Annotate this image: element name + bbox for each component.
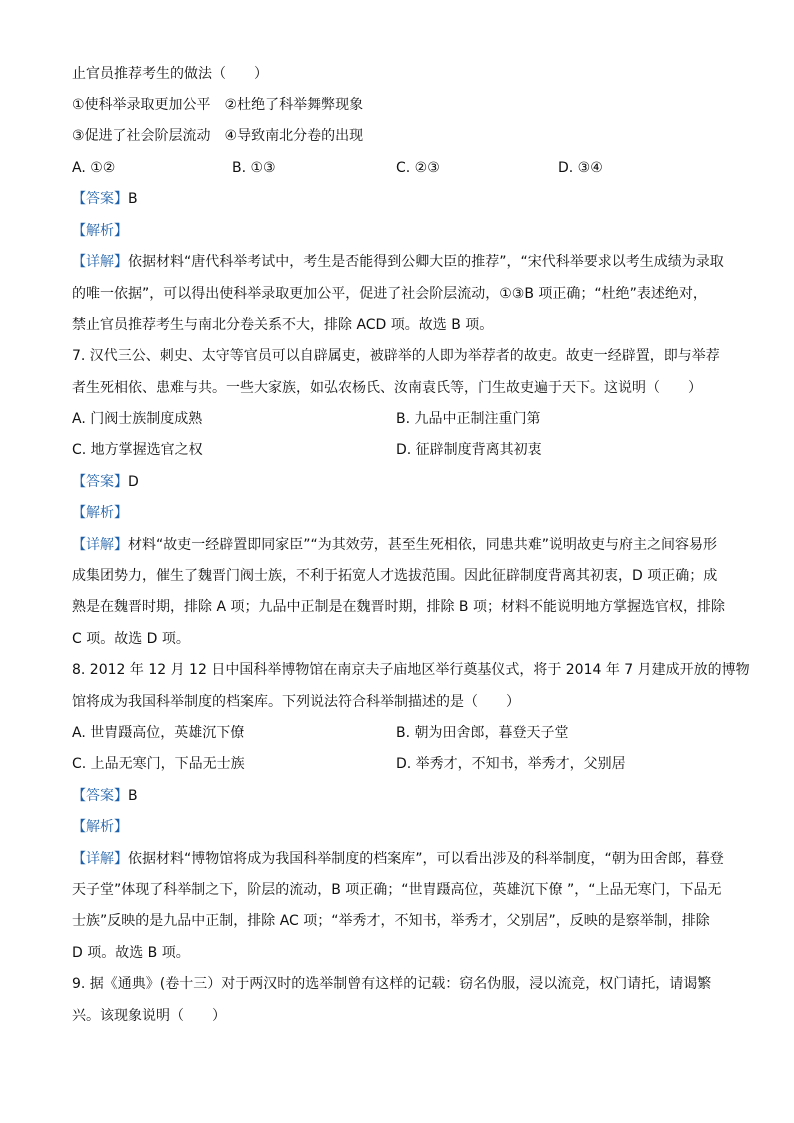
detail-tag: 【详解】	[72, 537, 128, 553]
q6-choice-c: C. ②③	[396, 160, 440, 176]
detail-text: 依据材料“唐代科举考试中，考生是否能得到公卿大臣的推荐”，“宋代科举要求以考生成绩为录取	[128, 254, 724, 270]
answer-tag: 【答案】	[72, 474, 128, 490]
q7-choice-b: B. 九品中正制注重门第	[396, 411, 541, 427]
q6-choice-b: B. ①③	[232, 160, 276, 176]
q8-choice-c: C. 上品无寒门，下品无士族	[72, 756, 245, 772]
q7-detail-line-4: C 项。故选 D 项。	[72, 631, 190, 647]
q6-options-row2: ③促进了社会阶层流动 ④导致南北分卷的出现	[72, 128, 364, 144]
q8-detail-line-4: D 项。故选 B 项。	[72, 945, 190, 961]
q7-choices-row2	[72, 440, 732, 460]
q8-choices-row2	[72, 754, 732, 774]
answer-tag: 【答案】	[72, 191, 128, 207]
q8-choice-d: D. 举秀才，不知书，举秀才，父别居	[396, 756, 626, 772]
q6-analysis-tag: 【解析】	[72, 223, 128, 239]
answer-value: B	[128, 191, 138, 207]
q7-analysis-tag: 【解析】	[72, 505, 128, 521]
detail-text: 材料“故吏一经辟置即同家臣”“为其效劳，甚至生死相依，同患共难”说明故吏与府主之间容易形	[128, 537, 718, 553]
q7-stem-line-2: 者生死相依、患难与共。一些大家族，如弘农杨氏、汝南袁氏等，门生故吏遍于天下。这说明（ ）	[72, 380, 702, 396]
q6-detail-line-3: 禁止官员推荐考生与南北分卷关系不大，排除 ACD 项。故选 B 项。	[72, 317, 494, 333]
detail-text: 依据材料“博物馆将成为我国科举制度的档案库”，可以看出涉及的科举制度，“朝为田舍郎，暮登	[128, 851, 724, 867]
answer-value: D	[128, 474, 139, 490]
q8-stem-line-2: 馆将成为我国科举制度的档案库。下列说法符合科举制描述的是（ ）	[72, 694, 520, 710]
q7-detail-line-2: 成集团势力，催生了魏晋门阀士族，不利于拓宽人才选拔范围。因此征辟制度背离其初衷，D 项正确；成	[72, 568, 718, 584]
q8-analysis-tag: 【解析】	[72, 819, 128, 835]
q6-choice-d: D. ③④	[558, 160, 603, 176]
q6-answer	[72, 189, 138, 209]
q7-choice-c: C. 地方掌握选官之权	[72, 442, 203, 458]
q6-stem-end: 止官员推荐考生的做法（ ）	[72, 66, 268, 82]
q9-stem-line-1: 9. 据《通典》(卷十三）对于两汉时的选举制曾有这样的记载：窃名伪服，浸以流竞，权门请托，请谒繁	[72, 976, 712, 992]
q8-detail-line-2: 天子堂”体现了科举制之下，阶层的流动，B 项正确；“世胄蹑高位，英雄沉下僚 ”，“上品无寒门，下品无	[72, 882, 722, 898]
q7-choice-a: A. 门阀士族制度成熟	[72, 411, 203, 427]
q7-choice-d: D. 征辟制度背离其初衷	[396, 442, 542, 458]
q7-detail-line-1	[72, 535, 717, 555]
q6-detail-line-1	[72, 252, 724, 272]
detail-tag: 【详解】	[72, 851, 128, 867]
q7-stem-line-1: 7. 汉代三公、刺史、太守等官员可以自辟属吏，被辟举的人即为举荐者的故吏。故吏一经辟置，即与举荐	[72, 348, 720, 364]
q7-detail-line-3: 熟是在魏晋时期，排除 A 项；九品中正制是在魏晋时期，排除 B 项；材料不能说明地方掌握选官权，排除	[72, 599, 725, 615]
q9-stem-line-2: 兴。该现象说明（ ）	[72, 1008, 226, 1024]
q8-detail-line-3: 士族”反映的是九品中正制，排除 AC 项；“举秀才，不知书，举秀才，父别居”，反映的是察举制，排除	[72, 913, 710, 929]
q7-choices-row1	[72, 409, 732, 429]
q6-choices	[72, 158, 732, 178]
detail-tag: 【详解】	[72, 254, 128, 270]
q6-options-row1: ①使科举录取更加公平 ②杜绝了科举舞弊现象	[72, 97, 364, 113]
q8-answer	[72, 786, 138, 806]
q8-choice-b: B. 朝为田舍郎，暮登天子堂	[396, 725, 569, 741]
q6-choice-a: A. ①②	[72, 160, 116, 176]
q8-stem-line-1: 8. 2012 年 12 月 12 日中国科举博物馆在南京夫子庙地区举行奠基仪式，将于 2014 年 7 月建成开放的博物	[72, 662, 750, 678]
q7-answer	[72, 472, 139, 492]
q8-choices-row1	[72, 723, 732, 743]
q8-choice-a: A. 世胄蹑高位，英雄沉下僚	[72, 725, 245, 741]
answer-value: B	[128, 788, 138, 804]
q6-detail-line-2: 的唯一依据”，可以得出使科举录取更加公平，促进了社会阶层流动，①③B 项正确；“杜绝”表述绝对，	[72, 286, 707, 302]
answer-tag: 【答案】	[72, 788, 128, 804]
q8-detail-line-1	[72, 849, 724, 869]
